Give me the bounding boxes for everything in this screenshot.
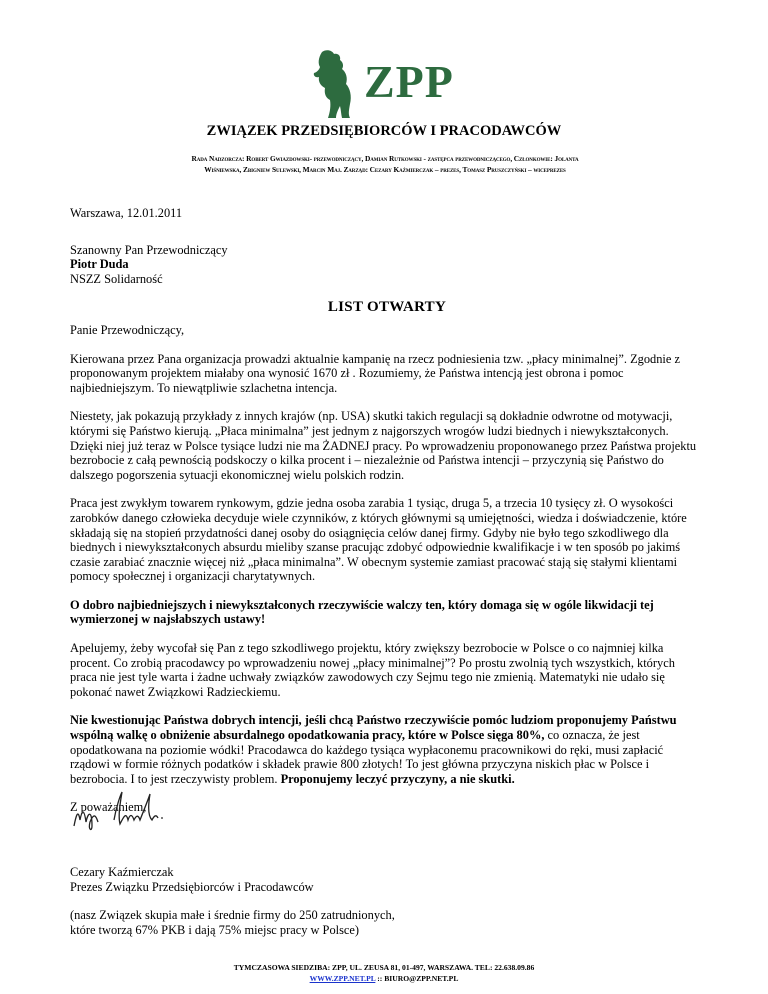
board-members	[70, 153, 700, 175]
letter-greeting: Panie Przewodniczący,	[70, 322, 185, 337]
letter-closing: Z poważaniem,	[70, 800, 147, 815]
letter-heading: LIST OTWARTY	[327, 299, 447, 316]
board-line: Rada Nadzorcza: Robert Gwiazdowski- przewodniczący, Damian Rutkowski - zastępca przewodniczącego, Członkowie: Jolanta	[191, 154, 579, 163]
footer-address: TYMCZASOWA SIEDZIBA: ZPP, UL. ZEUSA 81, 01-497, WARSZAWA. TEL: 22.638.09.86	[233, 963, 535, 972]
footer-separator: ::	[375, 974, 385, 983]
paragraph: Kierowana przez Pana organizacja prowadzi aktualnie kampanię na rzecz podniesienia tzw. „płacy minimalnej”. Zgodnie z proponowanym projektem miałaby ona wynosić 1670 zł . Rozumiemy, że Państwa intencją jest obrona i pomoc najbiedniejszym. To niewątpliwie szlachetna intencja.	[70, 351, 680, 395]
signer-name: Cezary Kaźmierczak	[70, 865, 174, 879]
recipient-name: Piotr Duda	[70, 257, 129, 272]
paragraph: Niestety, jak pokazują przykłady z innych krajów (np. USA) skutki takich regulacji są dokładnie odwrotne od motywacji, którymi się Państwo kierują. „Płaca minimalna” jest jednym z najgorszych wrogów ludzi biednych i niewykształconych. Dzięki niej już teraz w Polsce tysiące ludzi nie ma ŻADNEJ pracy. Po wprowadzeniu proponowanego przez Państwa projektu bezrobocie z całą pewnością podskoczy o kilka procent i – niezależnie od Państwa intencji – przyczynią się Państwo do dalszego pogorszenia sytuacji ekonomicznej wielu polskich rodzin.	[70, 409, 697, 482]
recipient-block	[70, 243, 704, 287]
logo-text: ZPP	[364, 56, 454, 107]
proposal-closing-bold: Proponujemy leczyć przyczyny, a nie skutki.	[280, 771, 515, 786]
proposal-text: co oznacza, że jest opodatkowana na poziomie wódki! Pracodawca do każdego tysiąca wypłaconemu pracownikowi do ręki, musi zapłacić rządowi w formie różnych podatków i składek prawie 800 złotych! To jest główna przyczyna niskich płac w Polsce i bezrobocia. I to jest rzeczywisty problem.	[70, 728, 664, 786]
proposal-bold-text: Nie kwestionując Państwa dobrych intencji, jeśli chcą Państwo rzeczywiście pomóc ludziom proponujemy Państwu wspólną walkę o obniżenie absurdalnego opodatkowania pracy, które w Polsce sięga 80%,	[70, 713, 677, 743]
paragraph-proposal	[70, 713, 704, 786]
organization-title: ZWIĄZEK PRZEDSIĘBIORCÓW I PRACODAWCÓW	[206, 123, 562, 139]
letter-date: Warszawa, 12.01.2011	[70, 206, 183, 220]
footer	[0, 962, 768, 984]
footer-contacts	[0, 973, 768, 984]
paragraph: Praca jest zwykłym towarem rynkowym, gdzie jedna osoba zarabia 1 tysiąc, druga 5, a trzecia 10 tysięcy zł. O wysokości zarobków danego człowieka decyduje wiele czynników, z których głównymi są umiejętności, wiedza i doświadczenie, które składają się na stopień przydatności danej osoby do osiągnięcia celów danej firmy. Gdyby nie było tego szkodliwego dla biednych i niewykształconych absurdu mieliby szanse pracując zdobyć odpowiednie kwalifikacje i w ten sposób po jakimś czasie zarabiać znacznie więcej niż „płaca minimalna”. W obecnym systemie zamiast pracować stają się stałymi klientami pomocy społecznej i organizacji charytatywnych.	[70, 496, 687, 584]
zpp-logo	[308, 48, 478, 120]
bear-icon	[308, 48, 368, 120]
paragraph-bold: O dobro najbiedniejszych i niewykształconych rzeczywiście walczy ten, który domaga się w ogóle likwidacji tej wymierzonej w najsłabszych ustawy!	[70, 597, 654, 627]
paragraph: Apelujemy, żeby wycofał się Pan z tego szkodliwego projektu, który zwiększy bezrobocie w Polsce o co najmniej kilka procent. Co zrobią pracodawcy po wprowadzeniu nowej „płacy minimalnej”? Po prostu zwolnią tych wszystkich, których praca nie jest tyle warta i żadne uchwały związków zawodowych czy Sejmu tego nie zmienią. Matematyki nie udało się pokonać nawet Związkowi Radzieckiemu.	[70, 641, 675, 699]
letter-body	[70, 197, 704, 815]
recipient-salutation: Szanowny Pan Przewodniczący	[70, 242, 228, 257]
board-line: Wiśniewska, Zbigniew Sulewski, Marcin Maj. Zarząd: Cezary Kaźmierczak – prezes, Tomasz Pruszczyński – wiceprezes	[204, 165, 566, 174]
handwritten-signature	[70, 786, 210, 832]
recipient-organization: NSZZ Solidarność	[70, 271, 163, 286]
note-line: które tworzą 67% PKB i dają 75% miejsc pracy w Polsce)	[70, 922, 360, 937]
website-link[interactable]: WWW.ZPP.NET.PL	[309, 974, 376, 983]
footer-email: BIURO@ZPP.NET.PL	[384, 974, 459, 983]
signer-block	[70, 865, 670, 937]
signer-title: Prezes Związku Przedsiębiorców i Pracodawców	[70, 879, 314, 894]
note-line: (nasz Związek skupia małe i średnie firmy do 250 zatrudnionych,	[70, 908, 395, 923]
